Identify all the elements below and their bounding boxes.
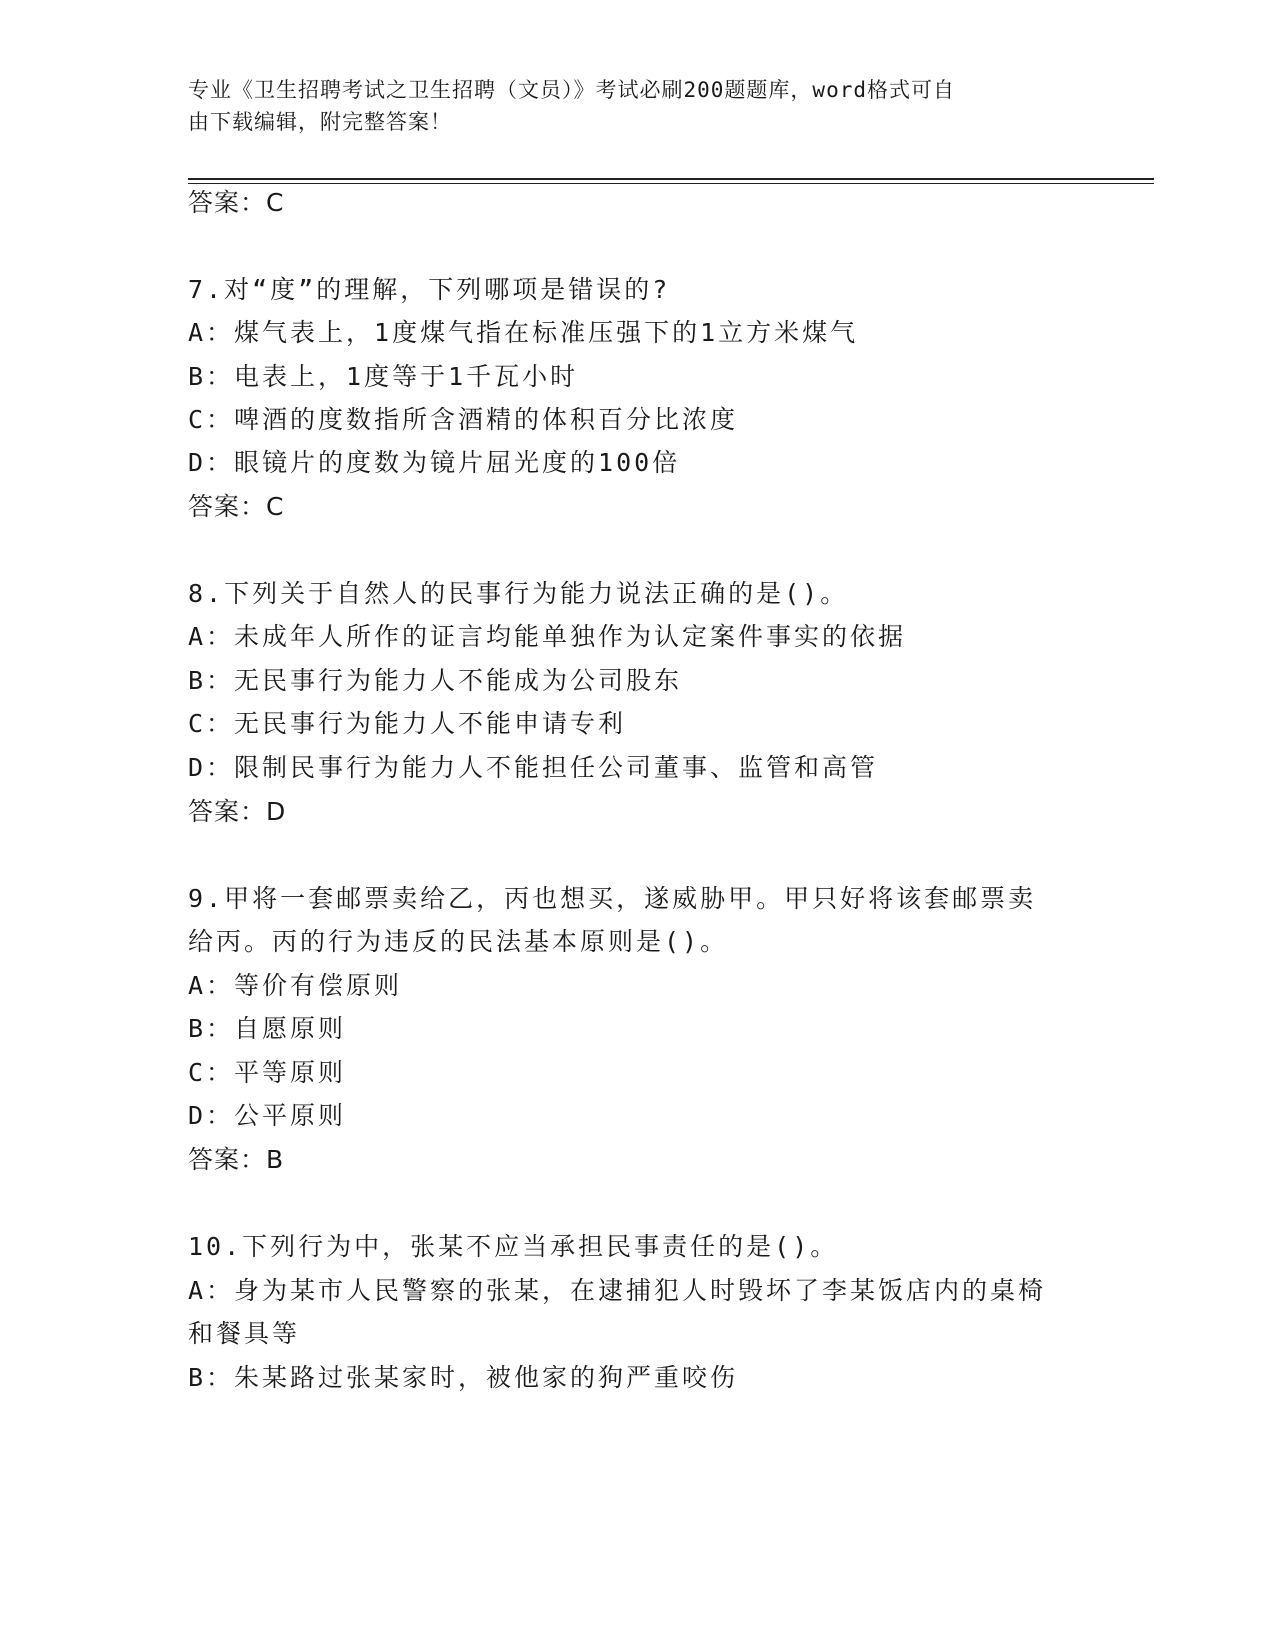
header-line-1: 专业《卫生招聘考试之卫生招聘（文员）》考试必刷200题题库，word格式可自 <box>188 78 955 102</box>
q9-option-d: D：公平原则 <box>188 1101 347 1130</box>
q9-option-b: B：自愿原则 <box>188 1014 347 1043</box>
q9-option-c: C：平等原则 <box>188 1058 347 1087</box>
q10-option-a-line-2: 和餐具等 <box>188 1319 301 1348</box>
q8-option-c: C：无民事行为能力人不能申请专利 <box>188 709 627 738</box>
q7-option-b: B：电表上，1度等于1千瓦小时 <box>188 362 579 391</box>
q9-option-a: A：等价有偿原则 <box>188 971 403 1000</box>
q7-option-a: A：煤气表上，1度煤气指在标准压强下的1立方米煤气 <box>188 318 859 347</box>
question-8: 8.下列关于自然人的民事行为能力说法正确的是()。 <box>188 579 849 608</box>
q7-option-d: D：眼镜片的度数为镜片屈光度的100倍 <box>188 448 681 477</box>
question-7: 7.对“度”的理解，下列哪项是错误的? <box>188 275 671 304</box>
header-divider-thin <box>188 183 1154 184</box>
answer-label: 答案：C <box>188 188 285 217</box>
q8-option-b: B：无民事行为能力人不能成为公司股东 <box>188 666 683 695</box>
q10-option-a-line-1: A：身为某市人民警察的张某，在逮捕犯人时毁坏了李某饭店内的桌椅 <box>188 1276 1047 1305</box>
header-divider <box>188 178 1154 180</box>
q7-answer: 答案：C <box>188 492 285 521</box>
header-line-2: 由下载编辑，附完整答案！ <box>188 110 452 134</box>
q9-answer: 答案：B <box>188 1145 285 1174</box>
question-10: 10.下列行为中，张某不应当承担民事责任的是()。 <box>188 1232 839 1261</box>
question-9-line-2: 给丙。丙的行为违反的民法基本原则是()。 <box>188 927 729 956</box>
q8-option-a: A：未成年人所作的证言均能单独作为认定案件事实的依据 <box>188 622 907 651</box>
question-9-line-1: 9.甲将一套邮票卖给乙，丙也想买，遂威胁甲。甲只好将该套邮票卖 <box>188 884 1037 913</box>
q8-answer: 答案：D <box>188 797 287 826</box>
document-header <box>188 74 1058 138</box>
q8-option-d: D：限制民事行为能力人不能担任公司董事、监管和高管 <box>188 753 879 782</box>
q7-option-c: C：啤酒的度数指所含酒精的体积百分比浓度 <box>188 405 739 434</box>
q10-option-b: B：朱某路过张某家时，被他家的狗严重咬伤 <box>188 1363 739 1392</box>
